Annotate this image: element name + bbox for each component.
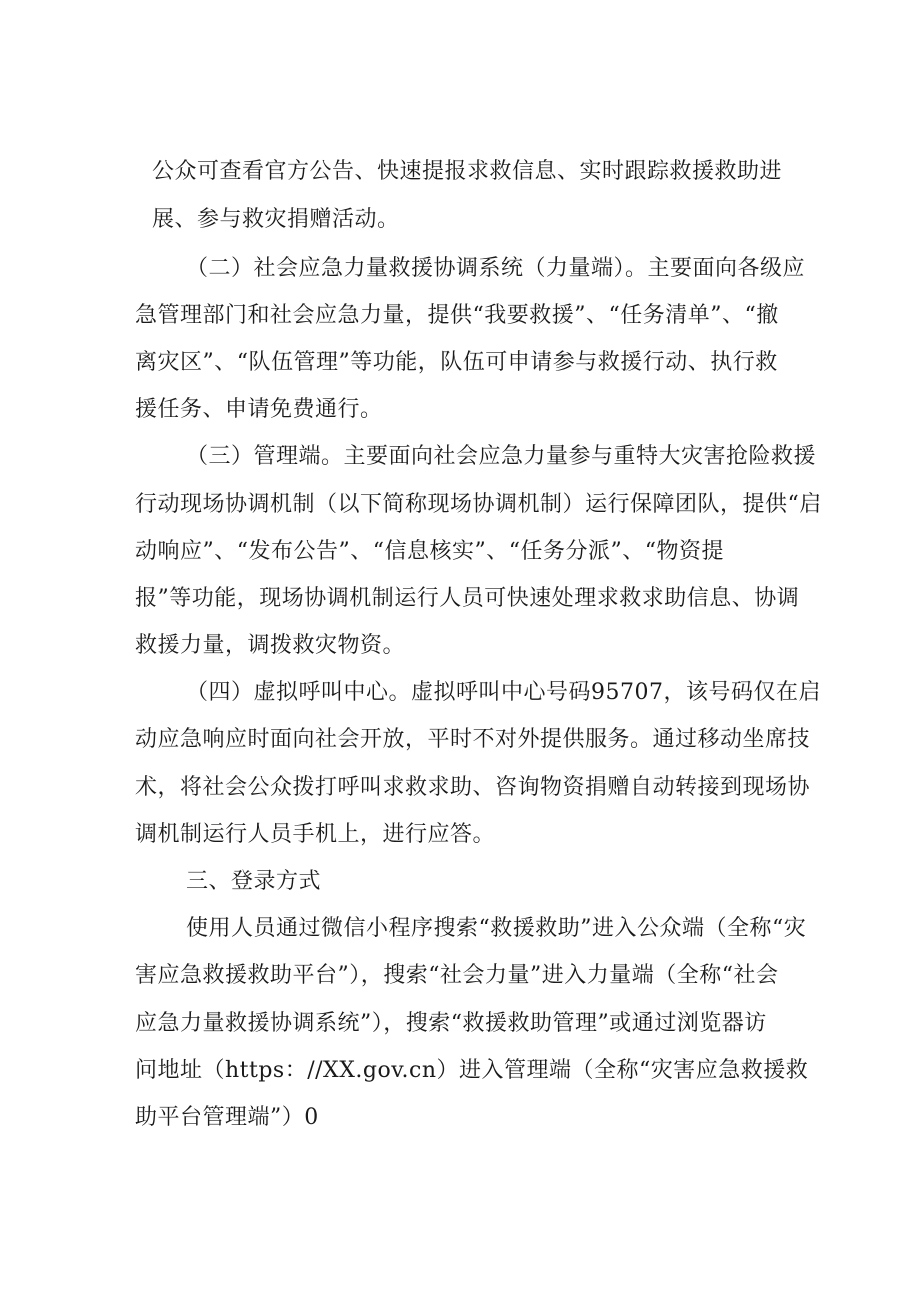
text-line: （四）虚拟呼叫中心。虚拟呼叫中心号码95707，该号码仅在启 <box>186 680 821 705</box>
text-line: 动响应”、“发布公告”、“信息核实”、“任务分派”、“物资提 <box>135 539 724 564</box>
text-line: 展、参与救灾捐赠活动。 <box>152 207 400 232</box>
section-heading: 三、登录方式 <box>186 869 322 894</box>
text-line: 救援力量，调拨救灾物资。 <box>135 633 406 658</box>
text-line: （三）管理端。主要面向社会应急力量参与重特大灾害抢险救援 <box>186 444 817 469</box>
text-line: 术，将社会公众拨打呼叫求救求助、咨询物资捐赠自动转接到现场协 <box>135 775 811 800</box>
text-line: 报”等功能，现场协调机制运行人员可快速处理求救求助信息、协调 <box>135 586 800 611</box>
text-line: 应急力量救援协调系统”），搜索“救援救助管理”或通过浏览器访 <box>135 1011 767 1036</box>
text-line: 动应急响应时面向社会开放，平时不对外提供服务。通过移动坐席技 <box>135 727 811 752</box>
text-line: 急管理部门和社会应急力量，提供“我要救援”、“任务清单”、“撤 <box>135 303 779 328</box>
text-line: 问地址（https：//XX.gov.cn）进入管理端（全称“灾害应急救援救 <box>135 1058 809 1083</box>
text-line: 助平台管理端”）0 <box>135 1105 319 1130</box>
text-line: 援任务、申请免费通行。 <box>135 397 383 422</box>
text-line: （二）社会应急力量救援协调系统（力量端）。主要面向各级应 <box>186 256 806 281</box>
text-line: 离灾区”、“队伍管理”等功能，队伍可申请参与救援行动、执行救 <box>135 350 778 375</box>
text-line: 公众可查看官方公告、快速提报求救信息、实时跟踪救援救助进 <box>152 159 783 184</box>
text-line: 使用人员通过微信小程序搜索“救援救助”进入公众端（全称“灾 <box>186 916 807 941</box>
text-line: 害应急救援救助平台”），搜索“社会力量”进入力量端（全称“社会 <box>135 963 779 988</box>
text-line: 行动现场协调机制（以下简称现场协调机制）运行保障团队，提供“启 <box>135 492 822 517</box>
text-line: 调机制运行人员手机上，进行应答。 <box>135 822 496 847</box>
